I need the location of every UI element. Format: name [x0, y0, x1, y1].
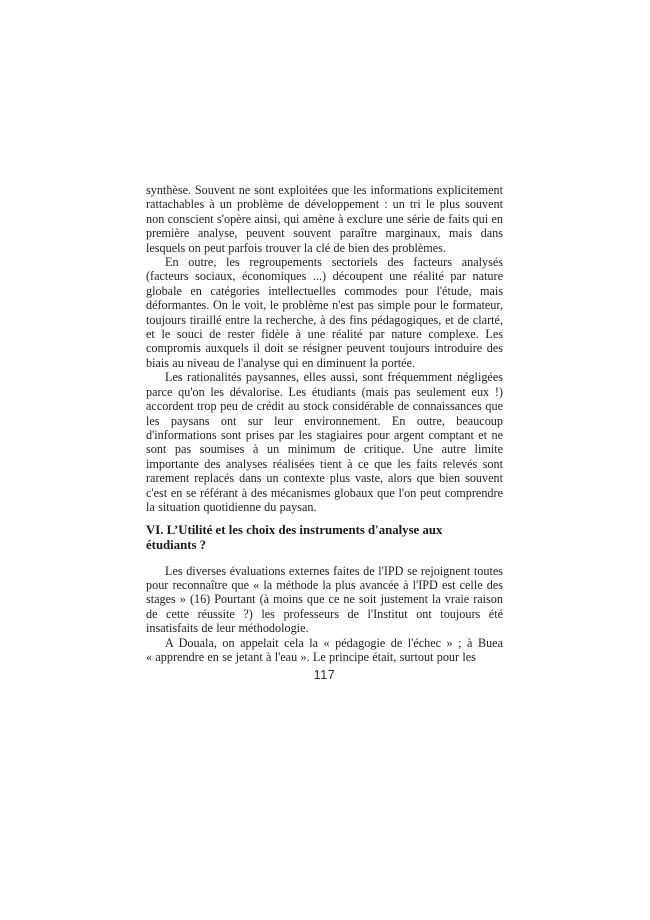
- body-paragraph-3: Les rationalités paysannes, elles aussi, sont fréquemment négligées parce qu'on les dévalorise. Les étudiants (mais pas seulement eux !) accordent trop peu de crédit au stock considérable de connaissances que les paysans ont sur leur environnement. En outre, beaucoup d'informations sont prises par les stagiaires pour argent comptant et ne sont pas soumises à un minimum de critique. Une autre limite importante des analyses réalisées tient à ce que les faits relevés sont rarement replacés dans un contexte plus vaste, alors que bien souvent c'est en se référant à des mécanismes globaux que l'on peut comprendre la situation quotidienne du paysan.: [146, 370, 503, 514]
- text-column: [146, 183, 503, 682]
- body-paragraph-1: synthèse. Souvent ne sont exploitées que les informations explicitement rattachables à un problème de développement : un tri le plus souvent non conscient s'opère ainsi, qui amène à exclure une série de faits qui en première analyse, peuvent souvent paraître marginaux, mais dans lesquels on peut parfois trouver la clé de bien des problèmes.: [146, 183, 503, 255]
- page-number: 117: [313, 668, 336, 683]
- body-paragraph-4: Les diverses évaluations externes faites de l'IPD se rejoignent toutes pour reconnaître que « la méthode la plus avancée à l'IPD est celle des stages » (16) Pourtant (à moins que ce ne soit justement la vraie raison de cette réussite ?) les professeurs de l'Institut ont toujours été insatisfaits de leur méthodologie.: [146, 563, 503, 636]
- body-paragraph-2: En outre, les regroupements sectoriels des facteurs analysés (facteurs sociaux, économiques ...) découpent une réalité par nature globale en catégories intellectuelles commodes pour l'étude, mais déformantes. On le voit, le problème n'est pas simple pour le formateur, toujours tiraillé entre la recherche, à des fins pédagogiques, et de clarté, et le souci de rester fidèle à une réalité par nature complexe. Les compromis auxquels il doit se résigner peuvent toujours introduire des biais au niveau de l'analyse qui en diminuent la portée.: [146, 255, 503, 370]
- body-paragraph-5: A Douala, on appelait cela la « pédagogie de l'échec » ; à Buea « apprendre en se jetant à l'eau ». Le principe était, surtout pour les: [146, 635, 503, 664]
- section-heading: VI. L’Utilité et les choix des instruments d'analyse aux étudiants ?: [146, 522, 443, 553]
